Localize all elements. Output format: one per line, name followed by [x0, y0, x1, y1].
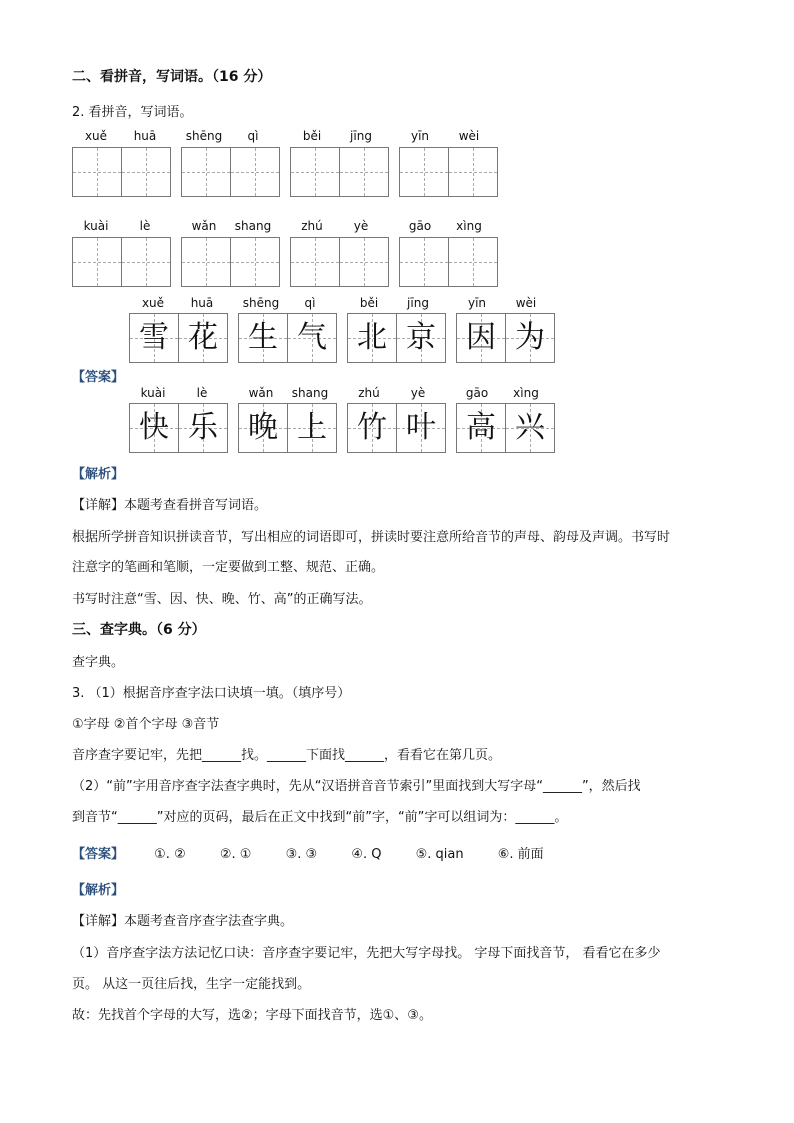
- writing-cell[interactable]: [449, 148, 497, 196]
- answer-char: 乐: [188, 410, 218, 445]
- answer-item: ⑤. qian: [415, 847, 464, 862]
- answer-char: 快: [139, 410, 169, 445]
- analysis-tag: 【解析】: [72, 883, 125, 898]
- question-3-1: 3. （1）根据音序查字法口诀填一填。（填序号）: [72, 686, 351, 701]
- pinyin: lè: [196, 386, 208, 400]
- analysis-detail: 【详解】本题考查音序查字法查字典。: [72, 914, 294, 929]
- answer-grid-row-2: [129, 403, 565, 453]
- question-3-2-cont: 到音节“______”对应的页码，最后在正文中找到“前”字，“前”字可以组词为：______。: [72, 810, 568, 825]
- analysis-paragraph: （1）音序查字法方法记忆口诀：音序查字要记牢，先把大写字母找。 字母下面找音节， 看看它在多少: [72, 946, 661, 961]
- pinyin: zhú: [301, 219, 323, 233]
- writing-cell[interactable]: [73, 148, 122, 196]
- answer-char: 北: [357, 320, 387, 355]
- answer-char: 叶: [406, 410, 436, 445]
- pinyin: běi: [359, 296, 379, 310]
- writing-cell[interactable]: [340, 238, 388, 286]
- writing-cell[interactable]: [449, 238, 497, 286]
- writing-cell[interactable]: [291, 148, 340, 196]
- writing-cell[interactable]: [182, 148, 231, 196]
- analysis-tag: 【解析】: [72, 467, 125, 482]
- pinyin: yè: [353, 219, 369, 233]
- analysis-detail: 【详解】本题考查看拼音写词语。: [72, 498, 268, 513]
- answer-char: 晚: [248, 410, 278, 445]
- writing-cell[interactable]: [122, 238, 170, 286]
- pinyin: qì: [304, 296, 316, 310]
- answer-char: 因: [466, 320, 496, 355]
- pinyin: jīng: [407, 296, 429, 310]
- pinyin: zhú: [358, 386, 380, 400]
- pinyin: gāo: [465, 386, 489, 400]
- answer-item: ⑥. 前面: [497, 847, 544, 862]
- pinyin: wǎn: [191, 219, 217, 233]
- answer-item: ①. ②: [154, 847, 186, 862]
- answer-char: 花: [188, 320, 218, 355]
- section3-heading: 三、查字典。（6 分）: [72, 622, 206, 638]
- answer-char: 上: [297, 410, 327, 445]
- pinyin: xuě: [84, 129, 108, 143]
- writing-cell[interactable]: [231, 148, 279, 196]
- pinyin: shang: [234, 219, 272, 233]
- pinyin: huā: [190, 296, 214, 310]
- pinyin: yīn: [467, 296, 487, 310]
- pinyin: wèi: [515, 296, 537, 310]
- pinyin: wèi: [458, 129, 480, 143]
- pinyin: xuě: [141, 296, 165, 310]
- pinyin: kuài: [140, 386, 166, 400]
- answer-char: 京: [406, 320, 436, 355]
- analysis-paragraph: 书写时注意“雪、因、快、晚、竹、高”的正确写法。: [72, 592, 372, 607]
- answer-item: ②. ①: [219, 847, 252, 862]
- writing-cell[interactable]: [182, 238, 231, 286]
- pinyin: yè: [410, 386, 426, 400]
- analysis-paragraph: 根据所学拼音知识拼读音节，写出相应的词语即可，拼读时要注意所给音节的声母、韵母及声调。书写时: [72, 530, 671, 545]
- analysis-paragraph: 页。 从这一页往后找，生字一定能找到。: [72, 977, 311, 992]
- pinyin: shēng: [242, 296, 280, 310]
- pinyin: lè: [139, 219, 151, 233]
- answer-row: [72, 843, 574, 862]
- pinyin: gāo: [408, 219, 432, 233]
- question-3-2: （2）“前”字用音序查字法查字典时，先从“汉语拼音音节索引”里面找到大写字母“______”，然后找: [72, 779, 641, 794]
- answer-char: 气: [297, 320, 327, 355]
- writing-grid-row-1: [72, 147, 508, 197]
- answer-char: 兴: [515, 410, 545, 445]
- analysis-paragraph: 注意字的笔画和笔顺，一定要做到工整、规范、正确。: [72, 560, 385, 575]
- pinyin: yīn: [410, 129, 430, 143]
- answer-char: 生: [248, 320, 278, 355]
- writing-grid-row-2: [72, 237, 508, 287]
- answer-char: 雪: [139, 320, 169, 355]
- answer-grid-row-1: [129, 313, 565, 363]
- pinyin: jīng: [350, 129, 372, 143]
- answer-item: ④. Q: [351, 847, 382, 862]
- writing-cell[interactable]: [122, 148, 170, 196]
- pinyin: běi: [302, 129, 322, 143]
- pinyin: xìng: [456, 219, 482, 233]
- pinyin: shang: [291, 386, 329, 400]
- pinyin: qì: [247, 129, 259, 143]
- answer-char: 高: [466, 410, 496, 445]
- question-3-options: ①字母 ②首个字母 ③音节: [72, 717, 220, 732]
- answer-item: ③. ③: [285, 847, 318, 862]
- question-3-fill-line: 音序查字要记牢，先把______找。______下面找______，看看它在第几页。: [72, 748, 502, 763]
- pinyin: kuài: [83, 219, 109, 233]
- pinyin: huā: [133, 129, 157, 143]
- pinyin: shēng: [185, 129, 223, 143]
- writing-cell[interactable]: [340, 148, 388, 196]
- writing-cell[interactable]: [400, 148, 449, 196]
- answer-char: 竹: [357, 410, 387, 445]
- writing-cell[interactable]: [400, 238, 449, 286]
- section2-heading: 二、看拼音，写词语。（16 分）: [72, 69, 272, 85]
- answer-tag: 【答案】: [72, 847, 125, 862]
- analysis-paragraph: 故：先找首个字母的大写，选②；字母下面找音节，选①、③。: [72, 1008, 432, 1023]
- answer-tag: 【答案】: [72, 370, 125, 385]
- writing-cell[interactable]: [231, 238, 279, 286]
- question-2-label: 2. 看拼音，写词语。: [72, 105, 193, 120]
- writing-cell[interactable]: [73, 238, 122, 286]
- pinyin: wǎn: [248, 386, 274, 400]
- pinyin: xìng: [513, 386, 539, 400]
- section3-intro: 查字典。: [72, 655, 125, 670]
- answer-char: 为: [515, 320, 545, 355]
- writing-cell[interactable]: [291, 238, 340, 286]
